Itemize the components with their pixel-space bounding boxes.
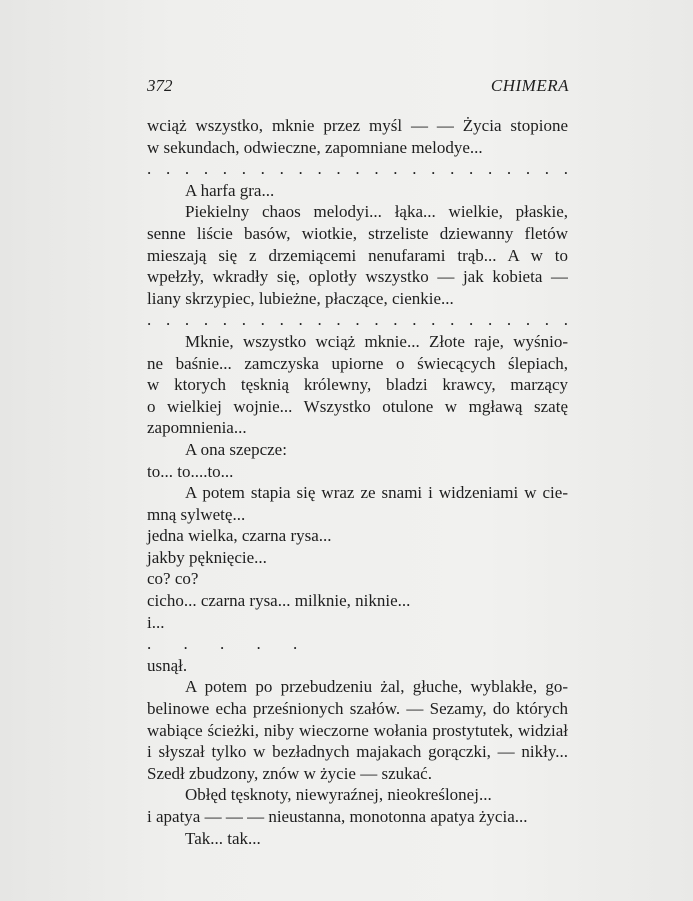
- text-line: cicho... czarna rysa... milknie, niknie...: [147, 591, 411, 611]
- text-line: w ktorych tęsknią królewny, bladzi krawcy, marzący: [147, 375, 568, 395]
- text-line: jakby pęknięcie...: [147, 547, 267, 567]
- text-line: jedna wielka, czarna rysa...: [147, 526, 332, 546]
- text-line: wabiące ścieżki, niby wieczorne wołania prostytutek, widział: [147, 720, 568, 740]
- text-line: o wielkiej wojnie... Wszystko otulone w mgławą szatę: [147, 396, 568, 416]
- running-title: CHIMERA: [490, 76, 569, 95]
- text-line: A potem po przebudzeniu żal, głuche, wyblakłe, go-: [185, 677, 568, 697]
- body-text: [147, 115, 568, 849]
- ellipsis-separator: . . . . . . . . . . . . . . . . . . . . . . .: [147, 159, 568, 179]
- ellipsis-separator: . . . . .: [147, 634, 312, 654]
- text-line: i apatya — — — nieustanna, monotonna apatya życia...: [147, 807, 528, 826]
- ellipsis-separator: . . . . . . . . . . . . . . . . . . . . . . .: [147, 310, 568, 330]
- text-line: belinowe echa prześnionych szałów. — Sezamy, do których: [147, 699, 568, 719]
- text-line: i słyszał tylko w bezładnych majakach gorączki, — nikły...: [147, 742, 568, 762]
- text-line: Mknie, wszystko wciąż mknie... Złote raje, wyśnio-: [185, 331, 568, 351]
- text-line: wpełzły, wkradły się, oplotły wszystko — jak kobieta —: [147, 267, 568, 287]
- page-header: [147, 76, 569, 98]
- text-line: A harfa gra...: [185, 180, 275, 200]
- text-line: to... to....to...: [147, 461, 234, 481]
- text-line: w sekundach, odwieczne, zapomniane melodye...: [147, 137, 483, 157]
- text-line: liany skrzypiec, lubieżne, płaczące, cienkie...: [147, 288, 454, 308]
- text-line: usnął.: [147, 655, 188, 675]
- text-line: mieszają się z drzemiącemi nenufarami trąb... A w to: [147, 245, 568, 265]
- text-line: i...: [147, 612, 165, 632]
- text-line: Tak... tak...: [185, 828, 261, 848]
- text-line: A ona szepcze:: [185, 439, 287, 459]
- page-number: 372: [147, 76, 173, 95]
- text-line: Obłęd tęsknoty, niewyraźnej, nieokreślonej...: [185, 785, 492, 805]
- text-line: Szedł zbudzony, znów w życie — szukać.: [147, 763, 432, 783]
- text-line: ne baśnie... zamczyska upiorne o świecących ślepiach,: [147, 353, 568, 373]
- text-line: wciąż wszystko, mknie przez myśl — — Życia stopione: [147, 116, 568, 135]
- text-line: zapomnienia...: [147, 418, 247, 438]
- text-line: mną sylwetę...: [147, 504, 246, 524]
- text-line: Piekielny chaos melodyi... łąka... wielkie, płaskie,: [185, 202, 568, 222]
- text-line: co? co?: [147, 569, 199, 589]
- text-line: A potem stapia się wraz ze snami i widzeniami w cie-: [185, 483, 568, 503]
- text-line: senne liście basów, wiotkie, strzeliste dziewanny fletów: [147, 223, 568, 243]
